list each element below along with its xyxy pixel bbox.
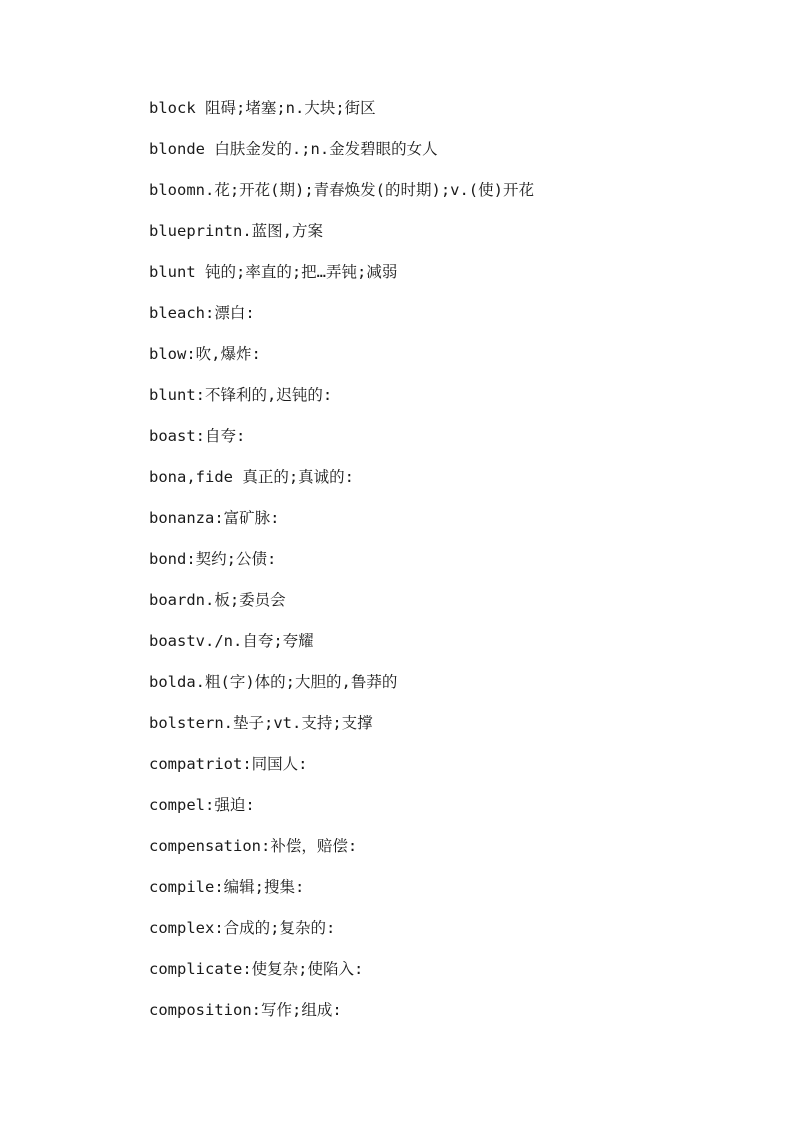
vocabulary-entry: bolda.粗(字)体的;大胆的,鲁莽的 bbox=[149, 673, 398, 691]
vocabulary-entry: compel:强迫: bbox=[149, 796, 255, 814]
vocabulary-entry: complex:合成的;复杂的: bbox=[149, 919, 336, 937]
vocabulary-entry: compensation:补偿，赔偿: bbox=[149, 837, 358, 855]
vocabulary-entry: bloomn.花;开花(期);青春焕发(的时期);v.(使)开花 bbox=[149, 181, 534, 199]
vocabulary-entry: compile:编辑;搜集: bbox=[149, 878, 305, 896]
vocabulary-entry: boast:自夸: bbox=[149, 427, 246, 445]
vocabulary-entry: blunt:不锋利的,迟钝的: bbox=[149, 386, 333, 404]
vocabulary-entry: block 阻碍;堵塞;n.大块;街区 bbox=[149, 99, 376, 117]
vocabulary-entry: compatriot:同国人: bbox=[149, 755, 308, 773]
vocabulary-entry: bond:契约;公债: bbox=[149, 550, 277, 568]
vocabulary-entry: bona,fide 真正的;真诚的: bbox=[149, 468, 354, 486]
vocabulary-entry: bonanza:富矿脉: bbox=[149, 509, 280, 527]
vocabulary-entry: blow:吹,爆炸: bbox=[149, 345, 261, 363]
vocabulary-entry: boardn.板;委员会 bbox=[149, 591, 286, 609]
vocabulary-list bbox=[149, 96, 534, 1039]
vocabulary-entry: blonde 白肤金发的.;n.金发碧眼的女人 bbox=[149, 140, 438, 158]
vocabulary-entry: complicate:使复杂;使陷入: bbox=[149, 960, 364, 978]
vocabulary-entry: composition:写作;组成: bbox=[149, 1001, 342, 1019]
vocabulary-entry: blunt 钝的;率直的;把…弄钝;减弱 bbox=[149, 263, 398, 281]
vocabulary-entry: bleach:漂白: bbox=[149, 304, 255, 322]
vocabulary-entry: blueprintn.蓝图,方案 bbox=[149, 222, 323, 240]
vocabulary-entry: boastv./n.自夸;夸耀 bbox=[149, 632, 314, 650]
vocabulary-entry: bolstern.垫子;vt.支持;支撑 bbox=[149, 714, 373, 732]
